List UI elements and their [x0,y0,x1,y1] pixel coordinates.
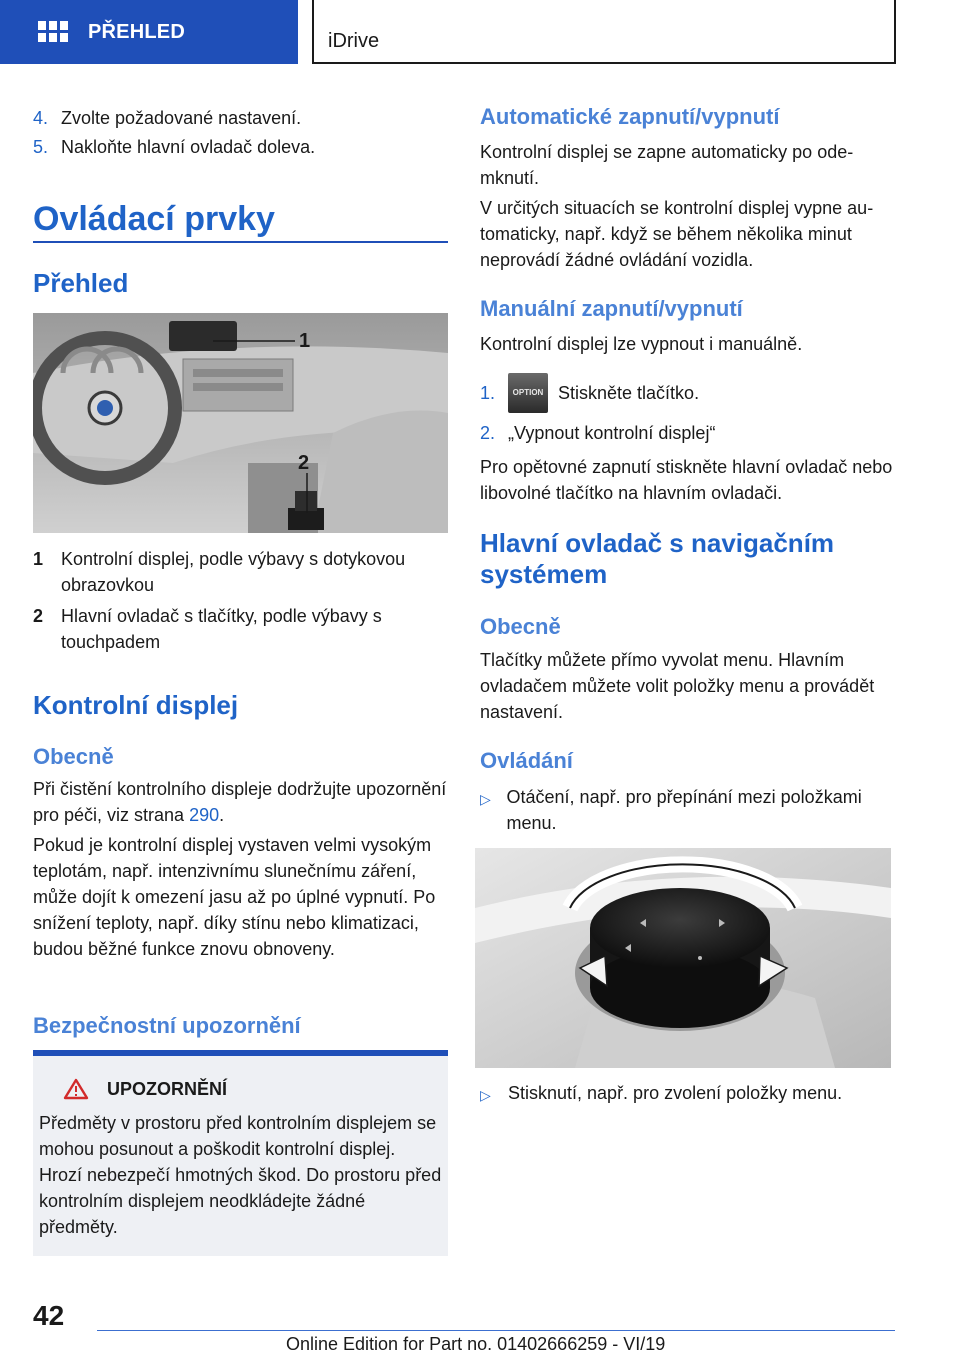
list-item [480,784,895,836]
warning-header [63,1078,227,1100]
overview-tab-label: PŘEHLED [88,20,185,43]
step-number: 4. [33,108,49,128]
legend-text: Hlavní ovladač s tlačítky, podle výbavy s touchpadem [61,606,382,652]
auto-paragraph-2: V určitých situacích se kontrolní displej vypne automaticky, např. když se během několika minut neprovádí žádné ovládání vozidla. [480,198,874,270]
callout-2: 2 [298,452,310,474]
manual-paragraph: Kontrolní displej lze vypnout i manuálně. [480,334,803,354]
operation-subheading: Ovládání [480,748,573,773]
warning-box [33,1056,448,1256]
safety-subheading: Bezpečnostní upozornění [33,1013,301,1038]
step-list [33,104,448,162]
general-subheading: Obecně [480,614,561,639]
list-item [480,420,895,446]
auto-paragraph-1: Kontrolní displej se zapne automaticky po odemknutí. [480,142,854,188]
general-paragraph: Tlačítky můžete přímo vyvolat menu. Hlavním ovladačem můžete volit položky menu a provádět nastavení. [480,650,875,722]
display-heading: Kontrolní displej [33,690,239,720]
option-button-icon: OPTION [508,373,548,413]
warning-title: UPOZORNĚNÍ [107,1078,228,1099]
figure-legend [33,546,448,660]
left-column [33,0,448,1290]
step-text: Stiskněte tlačítko. [558,383,700,403]
legend-number: 1 [33,549,44,569]
controller-illustration [475,848,891,1068]
step-number: 5. [33,137,49,157]
auto-subheading: Automatické zapnutí/vypnutí [480,104,780,129]
chapter-title: iDrive [328,30,380,52]
list-item [33,104,448,133]
step-text: „Vypnout kontrolní displej“ [508,423,716,443]
overview-heading: Přehled [33,268,129,298]
heat-paragraph: Pokud je kontrolní displej vystaven velmi vysokým teplotám, např. intenzivnímu slunečnímu záření, může dojít k omezení jasu až po úplné vypnutí. Po snížení teploty, např. díky stínu nebo klimatizaci, budou běžné funkce znovu obnoveny. [33,835,436,959]
step-text: Nakloňte hlavní ovladač doleva. [61,137,316,157]
list-item [33,133,448,162]
cleaning-text-end: . [219,805,225,825]
warning-text: Předměty v prostoru před kontrolním displejem se mohou posunout a poškodit kontrolní displej. Hrozí nebezpečí hmotných škod. Do prostoru před kontrolním displejem neodkládejte žádné předměty. [39,1113,442,1237]
controller-heading: Hlavní ovladač s navigačním systémem [480,528,835,589]
edition-footer: Online Edition for Part no. 01402666259 - VI/19 [286,1334,666,1354]
list-item [33,546,448,598]
resume-paragraph: Pro opětovné zapnutí stiskněte hlavní ovladač nebo libovolné tlačítko na hlavním ovladači. [480,457,893,503]
cleaning-text: Při čistění kontrolního displeje dodržujte upozornění pro péči, viz strana [33,779,447,825]
manual-steps [480,370,895,446]
bullet-text: Stisknutí, např. pro zvolení položky menu. [508,1083,843,1103]
bullet-text: Otáčení, např. pro přepínání mezi položkami menu. [506,787,862,833]
right-column [480,0,895,1290]
cleaning-paragraph [33,776,448,828]
page-reference-link[interactable]: 290 [189,805,220,825]
step-text: Zvolte požadované nastavení. [61,108,302,128]
dashboard-illustration [33,313,448,533]
footer-rule [97,1330,895,1331]
warning-triangle-icon [63,1078,89,1100]
list-item [480,370,895,416]
section-heading: Ovládací prvky [33,200,275,238]
triangle-bullet-icon: ▷ [480,791,491,807]
callout-1: 1 [299,330,311,352]
legend-text: Kontrolní displej, podle výbavy s dotykovou obrazovkou [61,549,406,595]
step-number: 1. [480,383,496,403]
list-item [480,1080,895,1108]
triangle-bullet-icon: ▷ [480,1087,491,1103]
step-number: 2. [480,423,496,443]
legend-number: 2 [33,606,44,626]
general-subheading: Obecně [33,744,114,769]
list-item [33,603,448,655]
page-number: 42 [33,1300,65,1331]
heading-rule [33,241,448,243]
manual-subheading: Manuální zapnutí/vypnutí [480,296,743,321]
